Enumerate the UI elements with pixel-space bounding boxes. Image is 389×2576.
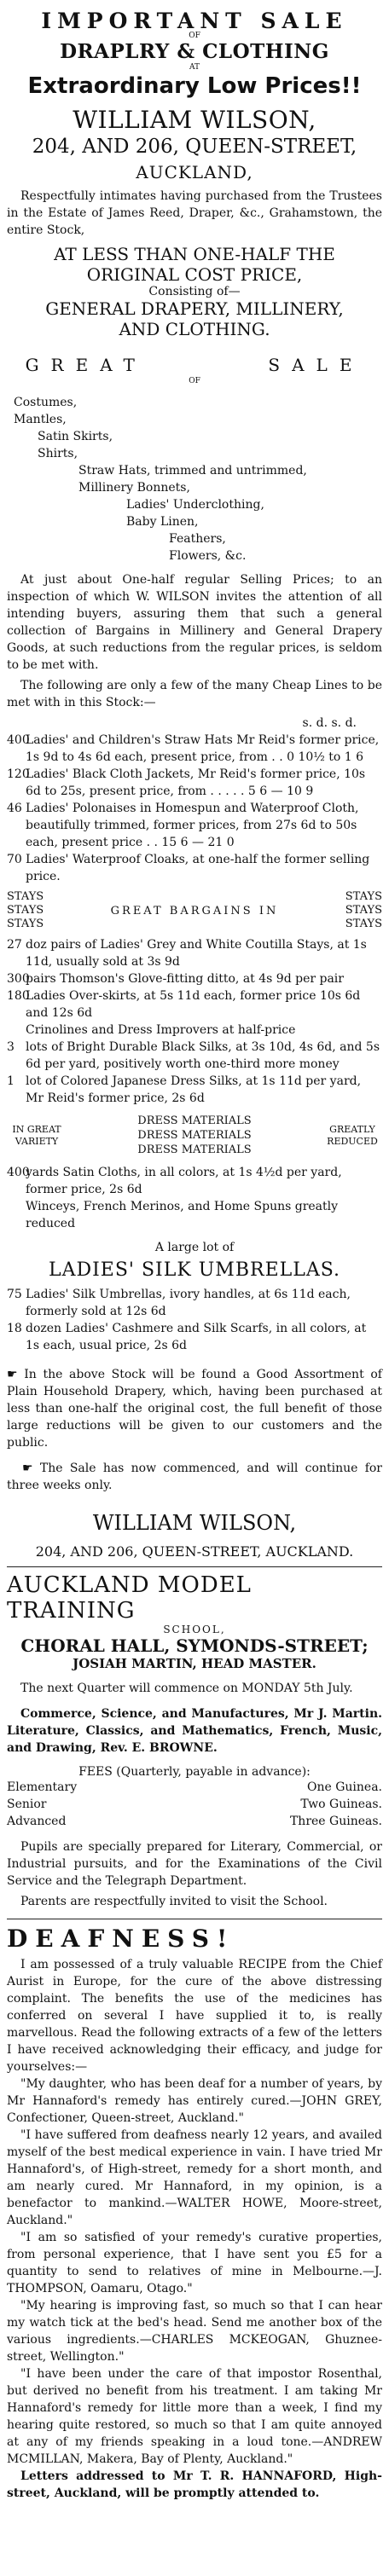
item-quantity: 46 <box>7 802 22 815</box>
stock-item: Mantles, <box>14 413 67 426</box>
silk-umbrellas-heading: LADIES' SILK UMBRELLAS. <box>48 1259 341 1281</box>
dress-left-label: IN GREAT VARIETY <box>12 1123 61 1147</box>
item-quantity: 3 <box>7 1040 15 1054</box>
stock-item: Straw Hats, trimmed and untrimmed, <box>78 464 307 478</box>
large-lot-label: A large lot of <box>154 1241 235 1254</box>
newspaper-column <box>7 0 382 2509</box>
item-description: lots of Bright Durable Black Silks, at 3s 10d, 4s 6d, and 5s 6d per yard, positively worth one-third more money <box>26 1040 380 1071</box>
fee-value: One Guinea. <box>306 1780 382 1794</box>
price-list-1 <box>7 732 382 885</box>
item-description: doz pairs of Ladies' Grey and White Coutilla Stays, at 1s 11d, usually sold at 3s 9d <box>26 938 367 969</box>
headline-at: AT <box>189 63 200 72</box>
fee-value: Two Guineas. <box>300 1797 382 1811</box>
item-description: pairs Thomson's Glove-fitting ditto, at 4s 9d per pair <box>26 972 344 986</box>
subjects: Commerce, Science, and Manufactures, Mr J. Martin. Literature, Classics, and Mathematics, French, Music, and Drawing, Rev. E. BROWNE. <box>7 1707 382 1755</box>
list-item <box>7 800 382 851</box>
item-description: Winceys, French Merinos, and Home Spuns greatly reduced <box>26 1200 339 1230</box>
dress-materials-label: DRESS MATERIALS <box>137 1114 252 1127</box>
pointing-hand-icon: ☛ <box>7 1368 18 1381</box>
price-list-4 <box>7 1286 382 1354</box>
stock-notice-text: In the above Stock will be found a Good Assortment of Plain Household Drapery, which, having been purchased at less than one-half the original cost, the full benefit of those large reductions will be given to our customers and the public. <box>7 1368 382 1450</box>
stays-label: STAYS <box>345 904 382 917</box>
headline-important-sale: IMPORTANT SALE <box>41 9 348 33</box>
list-item <box>7 987 382 1022</box>
merchant-city: AUCKLAND, <box>136 162 253 182</box>
dress-materials-row <box>7 1114 382 1157</box>
dress-materials-label: DRESS MATERIALS <box>137 1143 252 1156</box>
item-description: dozen Ladies' Cashmere and Silk Scarfs, in all colors, at 1s each, usual price, 2s 6d <box>26 1322 367 1352</box>
item-description: Ladies' Silk Umbrellas, ivory handles, at 6s 11d each, formerly sold at 12s 6d <box>26 1288 351 1318</box>
item-quantity <box>7 1022 26 1039</box>
great-sale-word-1: GREAT <box>25 355 147 375</box>
stays-label: STAYS <box>7 904 44 917</box>
stock-item: Feathers, <box>169 532 226 546</box>
fee-row <box>7 1779 382 1796</box>
stock-item: Millinery Bonnets, <box>78 481 190 495</box>
item-quantity: 1 <box>7 1074 15 1088</box>
signature-address: 204, AND 206, QUEEN-STREET, AUCKLAND. <box>35 1543 354 1560</box>
cheap-lines-paragraph: The following are only a few of the many Cheap Lines to be met with in this Stock:— <box>7 679 382 709</box>
item-description: Crinolines and Dress Improvers at half-price <box>26 1023 296 1037</box>
list-item <box>7 732 382 766</box>
fee-row <box>7 1796 382 1813</box>
price-line-1: AT LESS THAN ONE-HALF THE <box>54 244 335 264</box>
list-item <box>7 970 382 987</box>
merchant-address: 204, AND 206, QUEEN-STREET, <box>32 136 357 158</box>
stays-brace-left <box>7 890 67 931</box>
dress-right-label: GREATLY REDUCED <box>327 1123 378 1147</box>
item-description: lot of Colored Japanese Dress Silks, at 1s 11d per yard, Mr Reid's former price, 2s 6d <box>26 1074 362 1105</box>
pointing-hand-icon: ☛ <box>22 1462 33 1475</box>
headline-extraordinary-prices: Extraordinary Low Prices!! <box>27 73 362 99</box>
intro-paragraph: Respectfully intimates having purchased from the Trustees in the Estate of James Reed, Draper, &c., Grahamstown, the entire Stock, <box>7 189 382 237</box>
list-item <box>7 851 382 885</box>
half-price-paragraph: At just about One-half regular Selling Prices; to an inspection of which W. WILSON invites the attention of all intending buyers, assuring them that such a general collection of Bargains in Millinery and General Drapery Goods, at such reductions from the regular prices, is seldom to be met with. <box>7 573 382 672</box>
item-quantity <box>7 1198 26 1232</box>
item-description: Ladies' Polonaises in Homespun and Waterproof Cloth, beautifully trimmed, former prices, from 27s 6d to 50s each, present price . . 15 6 — 21 0 <box>26 802 359 849</box>
fee-value: Three Guineas. <box>289 1815 382 1828</box>
sale-duration-notice <box>7 1460 382 1494</box>
list-item <box>7 936 382 970</box>
testimonial-paragraph: "I have suffered from deafness nearly 12 years, and availed myself of the best medical experience in vain. I have tried Mr Hannaford's, of High-street, remedy for a short month, and am nearly cured. Mr Hannaford, in my opinion, is a benefactor to mankind.—WALTER HOWE, Moore-street, Auckland." <box>7 2128 382 2227</box>
item-quantity: 120 <box>7 767 30 781</box>
item-quantity: 18 <box>7 1322 22 1335</box>
fee-label: Advanced <box>7 1815 67 1828</box>
signature-name: WILLIAM WILSON, <box>92 1511 297 1535</box>
list-item <box>7 766 382 800</box>
item-description: Ladies' Black Cloth Jackets, Mr Reid's former price, 10s 6d to 25s, present price, from . . . . . 5 6 — 10 9 <box>26 767 366 798</box>
item-quantity: 27 <box>7 938 22 952</box>
dress-materials-label: DRESS MATERIALS <box>137 1129 252 1142</box>
sale-duration-text: The Sale has now commenced, and will continue for three weeks only. <box>7 1462 382 1492</box>
item-description: Ladies' and Children's Straw Hats Mr Reid's former price, 1s 9d to 4s 6d each, present price, from . . 0 10½ to 1 6 <box>26 733 380 764</box>
great-sale-of: OF <box>189 377 200 385</box>
testimonial-paragraph: "My daughter, who has been deaf for a number of years, by Mr Hannaford's remedy has entirely cured.—JOHN GREY, Confectioner, Queen-street, Auckland." <box>7 2077 382 2125</box>
deafness-title: DEAFNESS! <box>7 1925 235 1953</box>
stays-label: STAYS <box>7 890 44 903</box>
stock-item: Baby Linen, <box>126 515 199 529</box>
stock-item: Flowers, &c. <box>169 549 247 563</box>
item-quantity: 400 <box>7 1166 30 1179</box>
stock-notice <box>7 1366 382 1451</box>
testimonial-paragraph: "I have been under the care of that impostor Rosenthal, but derived no benefit from his treatment. I am taking Mr Hannaford's remedy for little more than a week, I find my hearing quite restored, so much so that I am quite annoyed at any of my friends speaking in a loud tone.—ANDREW MCMILLAN, Makera, Bay of Plenty, Auckland." <box>7 2367 382 2466</box>
deafness-advertisement <box>7 1925 382 2509</box>
fee-row <box>7 1813 382 1830</box>
list-item <box>7 1164 382 1198</box>
list-item <box>7 1039 382 1073</box>
item-quantity: 70 <box>7 853 22 866</box>
item-description: Ladies' Waterproof Cloaks, at one-half the former selling price. <box>26 853 370 883</box>
school-title: AUCKLAND MODEL TRAINING <box>7 1572 252 1624</box>
stock-item: Shirts, <box>38 447 78 460</box>
stays-label: STAYS <box>7 918 44 930</box>
category-line-2: AND CLOTHING. <box>119 319 270 339</box>
testimonial-paragraph: I am possessed of a truly valuable RECIPE from the Chief Aurist in Europe, for the cure of the above distressing complaint. The benefits the use of the medicines has conferred on several I have supplied it to, is really marvellous. Read the following extracts of a few of the letters I have received acknowledging their efficacy, and judge for yourselves:— <box>7 1958 382 2074</box>
stays-label: STAYS <box>345 918 382 930</box>
stays-brace-right <box>322 890 382 931</box>
stock-item-list <box>7 394 382 564</box>
stock-item: Satin Skirts, <box>38 430 113 443</box>
price-list-2 <box>7 936 382 1107</box>
great-sale-heading <box>7 355 382 375</box>
parents-invitation: Parents are respectfully invited to visit the School. <box>20 1895 328 1908</box>
price-list-3 <box>7 1164 382 1232</box>
item-quantity: 180 <box>7 989 30 1003</box>
great-sale-word-2: SALE <box>268 355 364 375</box>
list-item <box>7 1198 382 1232</box>
wilson-drapery-advertisement <box>7 9 382 1567</box>
contact-paragraph: Letters addressed to Mr T. R. HANNAFORD, High-street, Auckland, will be promptly attended to. <box>7 2469 382 2500</box>
consisting-of: Consisting of— <box>148 285 241 298</box>
testimonial-paragraph: "I am so satisfied of your remedy's curative properties, from personal experience, that I have sent you £5 for a quantity to send to relatives of mine in Melbourne.—J. THOMPSON, Oamaru, Otago." <box>7 2231 382 2295</box>
headline-drapery-clothing: DRAPLRY & CLOTHING <box>60 40 329 63</box>
item-quantity: 400 <box>7 733 30 747</box>
item-quantity: 300 <box>7 972 30 986</box>
list-item <box>7 1286 382 1320</box>
fees-title: FEES (Quarterly, payable in advance): <box>78 1765 311 1779</box>
category-line-1: GENERAL DRAPERY, MILLINERY, <box>45 298 344 319</box>
pupils-preparation: Pupils are specially prepared for Literary, Commercial, or Industrial pursuits, and for the Examinations of the Civil Service and the Telegraph Department. <box>7 1840 382 1888</box>
headline-of: OF <box>189 32 200 40</box>
fees-table <box>7 1779 382 1830</box>
stock-item: Ladies' Underclothing, <box>126 498 264 512</box>
list-item <box>7 1073 382 1107</box>
list-item <box>7 1320 382 1354</box>
list-item <box>7 1022 382 1039</box>
dress-materials-brace <box>67 1114 322 1157</box>
item-description: Ladies Over-skirts, at 5s 11d each, former price 10s 6d and 12s 6d <box>26 989 361 1020</box>
stock-item: Costumes, <box>14 396 78 409</box>
merchant-name: WILLIAM WILSON, <box>73 106 316 134</box>
stays-bargain-row <box>7 890 382 931</box>
price-column-header: s. d. s. d. <box>302 716 357 730</box>
fee-label: Elementary <box>7 1780 78 1794</box>
head-master: JOSIAH MARTIN, HEAD MASTER. <box>73 1656 316 1671</box>
stays-label: STAYS <box>345 890 382 903</box>
item-description: yards Satin Cloths, in all colors, at 1s 4½d per yard, former price, 2s 6d <box>26 1166 342 1196</box>
next-quarter: The next Quarter will commence on MONDAY 5th July. <box>20 1682 353 1695</box>
price-line-2: ORIGINAL COST PRICE, <box>86 264 303 285</box>
model-training-school-advertisement <box>7 1572 382 1919</box>
fee-label: Senior <box>7 1797 47 1811</box>
school-subtitle: SCHOOL, <box>163 1624 226 1635</box>
great-bargains-label: GREAT BARGAINS IN <box>110 904 279 918</box>
testimonial-paragraph: "My hearing is improving fast, so much so that I can hear my watch tick at the bed's head. Send me another box of the various ingredients.—CHARLES MCKEOGAN, Ghuznee-street, Wellington." <box>7 2299 382 2364</box>
item-quantity: 75 <box>7 1288 22 1301</box>
school-address: CHORAL HALL, SYMONDS-STREET; <box>20 1635 369 1656</box>
